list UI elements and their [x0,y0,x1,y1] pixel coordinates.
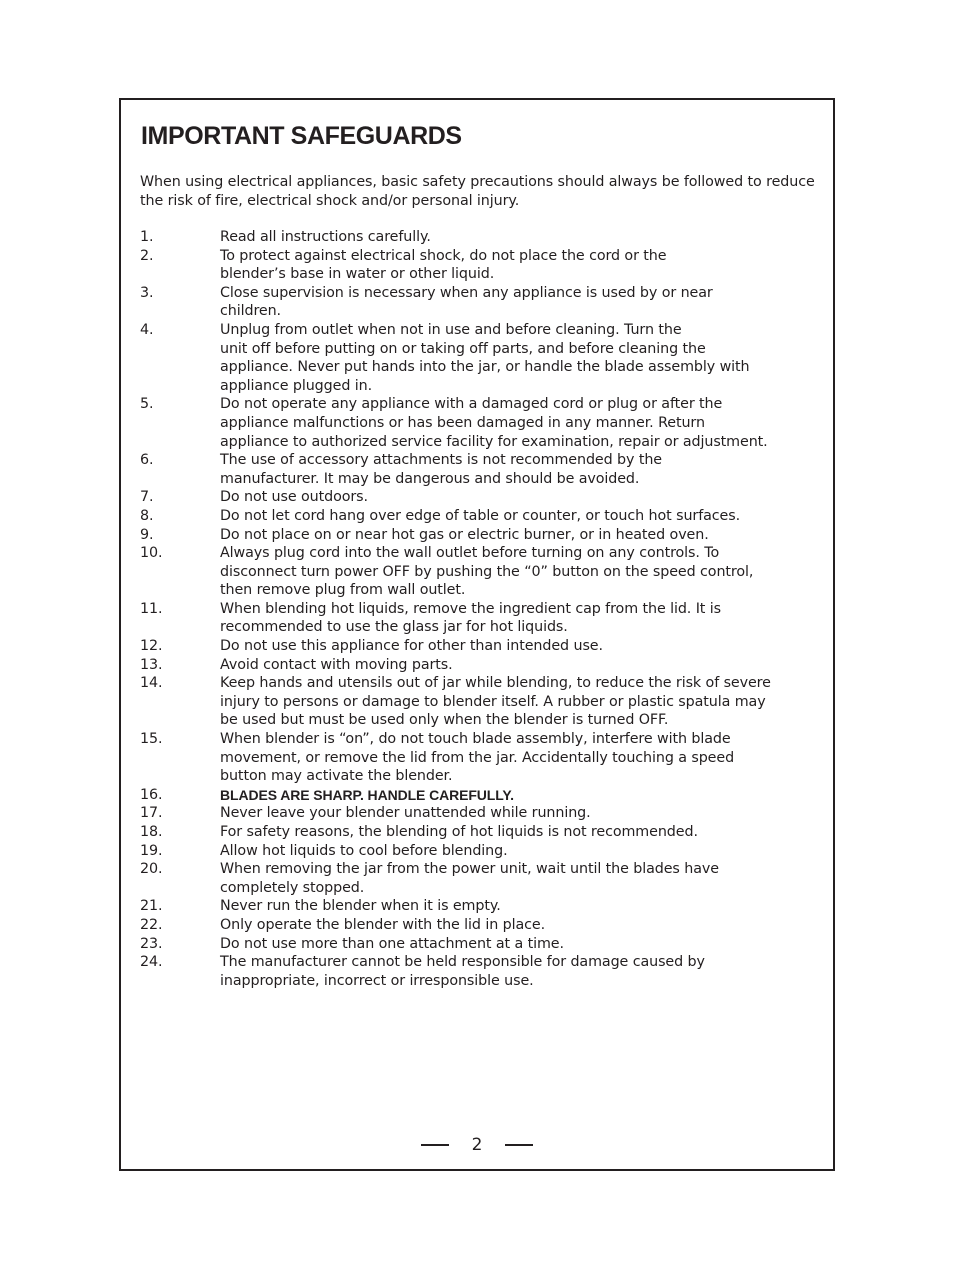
safeguard-item [140,488,820,507]
safeguard-number: 2. [140,247,154,264]
safeguard-item [140,284,820,321]
safeguards-list [140,228,820,990]
page-number: 2 [471,1135,483,1155]
safeguard-text: The use of accessory attachments is not recommended by the manufacturer. It may be dangerous and should be avoided. [220,452,662,487]
safeguard-text: Do not use this appliance for other than intended use. [220,638,603,655]
safeguard-number: 23. [140,935,163,952]
safeguard-number: 8. [140,507,154,524]
intro-paragraph: When using electrical appliances, basic safety precautions should always be followed to reduce the risk of fire, electrical shock and/or personal injury. [140,174,815,209]
safeguard-item [140,935,820,954]
safeguard-item [140,674,820,730]
safeguard-text: When blending hot liquids, remove the ingredient cap from the lid. It is recommended to use the glass jar for hot liquids. [220,600,721,636]
page-footer [121,1133,833,1157]
safeguard-number: 9. [140,526,154,543]
safeguard-number: 5. [140,396,154,413]
safeguard-item [140,656,820,675]
safeguard-number: 20. [140,861,163,878]
safeguard-text: Unplug from outlet when not in use and before cleaning. Turn the unit off before putting on or taking off parts, and before cleaning the appliance. Never put hands into the jar, or handle the blade assembly with appliance plugged in. [220,321,750,394]
safeguard-text: For safety reasons, the blending of hot liquids is not recommended. [220,824,698,840]
safeguard-number: 15. [140,731,163,748]
safeguard-text: Never leave your blender unattended while running. [220,805,591,822]
safeguard-item [140,842,820,861]
safeguard-number: 17. [140,805,163,822]
safeguard-number: 12. [140,638,163,655]
safeguard-item [140,600,820,637]
safeguard-item [140,823,820,842]
safeguard-text: Avoid contact with moving parts. [220,656,453,673]
safeguard-item [140,451,820,488]
safeguard-item [140,544,820,600]
safeguard-text: Do not use more than one attachment at a time. [220,935,564,952]
safeguard-text: Do not use outdoors. [220,489,368,506]
safeguard-text: Always plug cord into the wall outlet before turning on any controls. To disconnect turn power OFF by pushing the “0” button on the speed control, then remove plug from wall outlet. [220,545,754,599]
safeguard-item [140,637,820,656]
safeguard-text: The manufacturer cannot be held responsible for damage caused by inappropriate, incorrect or irresponsible use. [220,954,705,989]
safeguard-text: Never run the blender when it is empty. [220,898,501,915]
page-title: IMPORTANT SAFEGUARDS [141,122,462,150]
safeguard-number: 3. [140,284,154,301]
safeguard-text: Do not operate any appliance with a damaged cord or plug or after the appliance malfunctions or has been damaged in any manner. Return appliance to authorized service facility for examination, repair or adjustment. [220,396,768,450]
safeguard-item [140,916,820,935]
safeguard-number: 19. [140,842,163,859]
safeguard-number: 18. [140,824,163,840]
safeguard-item [140,897,820,916]
safeguard-text: Do not place on or near hot gas or electric burner, or in heated oven. [220,526,709,543]
safeguard-text: Do not let cord hang over edge of table or counter, or touch hot surfaces. [220,507,741,524]
safeguard-item [140,786,820,805]
safeguard-item [140,953,820,990]
safeguard-number: 24. [140,954,163,971]
safeguard-number: 1. [140,229,154,245]
safeguard-warning-text: BLADES ARE SHARP. HANDLE CAREFULLY. [220,786,514,803]
safeguard-item [140,804,820,823]
safeguard-text: Keep hands and utensils out of jar while blending, to reduce the risk of severe injury to persons or damage to blender itself. A rubber or plastic spatula may be used but must be used only when the blender is turned OFF. [220,675,771,729]
safeguard-number: 14. [140,675,163,692]
safeguard-item [140,247,820,284]
safeguard-text: Allow hot liquids to cool before blending. [220,842,508,859]
safeguard-item [140,507,820,526]
safeguard-item [140,526,820,545]
page-frame [119,98,835,1171]
safeguard-number: 11. [140,600,163,617]
safeguard-text: Read all instructions carefully. [220,229,431,245]
safeguard-number: 22. [140,916,163,933]
footer-rule-right [505,1144,533,1146]
safeguard-text: To protect against electrical shock, do not place the cord or the blender’s base in water or other liquid. [220,247,667,283]
safeguard-number: 16. [140,786,163,803]
safeguard-text: When blender is “on”, do not touch blade assembly, interfere with blade movement, or remove the lid from the jar. Accidentally touching a speed button may activate the blender. [220,731,735,785]
safeguard-item [140,730,820,786]
safeguard-number: 21. [140,898,163,915]
safeguard-text: Close supervision is necessary when any appliance is used by or near children. [220,284,713,320]
safeguard-item [140,228,820,247]
safeguard-number: 4. [140,321,154,338]
safeguard-number: 6. [140,452,154,469]
footer-rule-left [421,1144,449,1146]
safeguard-item [140,395,820,451]
safeguard-item [140,860,820,897]
safeguard-number: 10. [140,545,163,562]
safeguard-number: 7. [140,489,154,506]
safeguard-number: 13. [140,656,163,673]
safeguard-item [140,321,820,395]
safeguard-text: Only operate the blender with the lid in place. [220,916,546,933]
safeguard-text: When removing the jar from the power unit, wait until the blades have completely stopped. [220,861,719,896]
